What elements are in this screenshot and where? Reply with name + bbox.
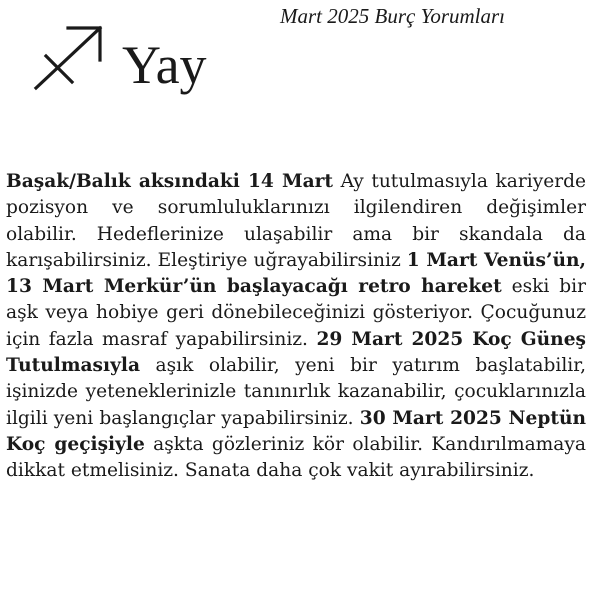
sagittarius-arrow-icon [30,22,106,94]
highlight-retrograde: 1 Mart Venüs’ün, 13 Mart Merkür’ün başlayacağı retro hareket [6,249,586,298]
page-title: Mart 2025 Burç Yorumları [280,4,506,28]
highlight-lunar-eclipse: Başak/Balık aksındaki 14 Mart [6,171,334,192]
highlight-solar-eclipse: 29 Mart 2025 Koç Güneş Tutulmasıyla [6,328,586,377]
highlight-neptune-transit: 30 Mart 2025 Neptün Koç geçişiyle [6,407,586,455]
sign-name: Yay [122,35,207,95]
text-segment: aşık olabilir, yeni bir yatırım başlatabilir, işinizde yeteneklerinizle tanınırlık kazanabilir, çocuklarınızla ilgili yeni başlangıçlar yapabilirsiniz. [6,355,586,429]
text-segment: eski bir aşk veya hobiye geri dönebileceğinizi gösteriyor. Çocuğunuz için fazla masraf yapabilirsiniz. [6,276,586,350]
horoscope-text [6,169,586,485]
text-segment: Ay tutulmasıyla kariyerde pozisyon ve sorumluluklarınızı ilgilendiren değişimler olabilir. Hedeflerinize ulaşabilir ama bir skandala da karışabilirsiniz. Eleştiriye uğrayabilirsiniz [6,171,586,271]
text-segment: aşkta gözleriniz kör olabilir. Kandırılmamaya dikkat etmelisiniz. Sanata daha çok vakit ayırabilirsiniz. [6,433,586,482]
